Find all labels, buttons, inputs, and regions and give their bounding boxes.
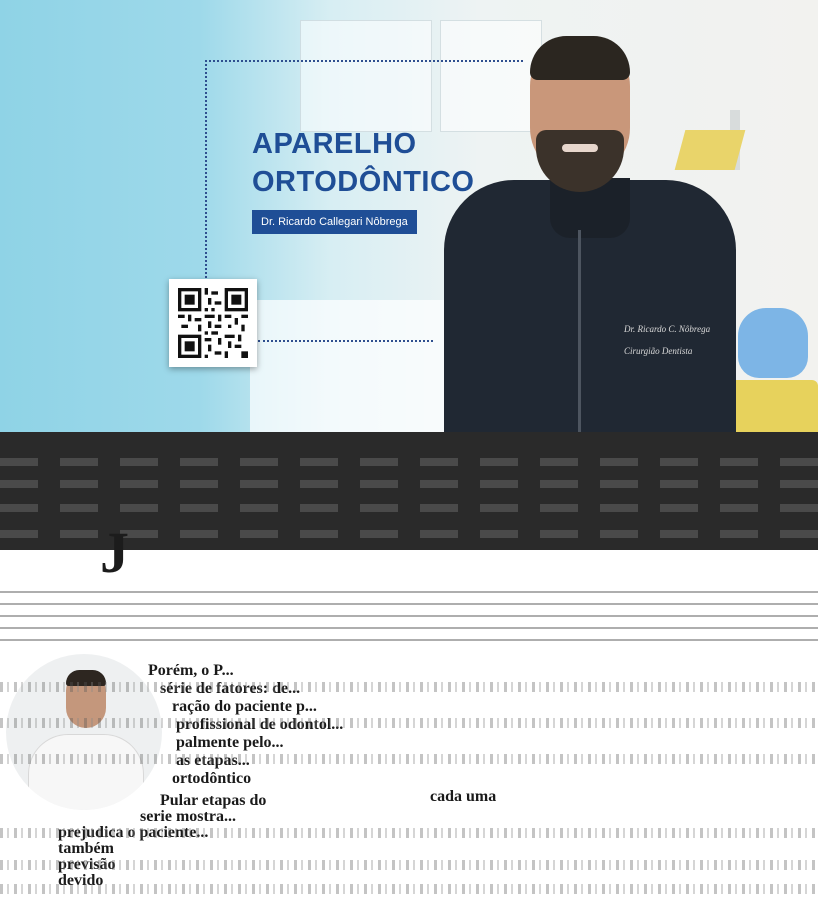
paragraph-line: palmente pelo... — [176, 734, 284, 751]
author-badge: Dr. Ricardo Callegari Nôbrega — [252, 210, 417, 234]
paragraph-line: serie mostra... — [140, 808, 236, 825]
paragraph-line: Pular etapas do — [160, 792, 267, 809]
author-avatar — [6, 654, 162, 810]
garbled-text-noise — [0, 828, 818, 838]
paragraph-line: previsão — [58, 856, 116, 873]
dotted-divider — [258, 340, 433, 342]
garbled-text-noise — [0, 718, 818, 728]
article-body — [0, 432, 818, 906]
paragraph-line: Porém, o P... — [148, 662, 234, 679]
jacket-embroidery-name: Dr. Ricardo C. Nôbrega — [624, 324, 711, 334]
paragraph-line: cada uma — [430, 788, 497, 805]
article-title-line1: APARELHO — [252, 128, 417, 160]
doctor-photo — [440, 30, 740, 432]
paragraph-line: ortodôntico — [172, 770, 252, 787]
drop-cap: J — [100, 520, 129, 585]
paragraph-line: série de fatores: de... — [160, 680, 301, 697]
avatar-coat — [28, 734, 144, 810]
doctor-hair — [530, 36, 630, 80]
jacket-embroidery-title: Cirurgião Dentista — [624, 346, 693, 356]
paragraph-line: devido — [58, 872, 104, 889]
doctor-zipper — [578, 230, 581, 432]
garbled-text-noise — [0, 860, 818, 870]
article-title-line2: ORTODÔNTICO — [252, 166, 475, 198]
dental-chair-seat — [730, 380, 818, 432]
qr-code-icon — [178, 288, 248, 358]
dental-chair-headrest — [738, 308, 808, 378]
garbled-text-noise — [0, 682, 818, 692]
doctor-smile — [562, 144, 598, 152]
garbled-text-noise — [0, 884, 818, 894]
header-band-pattern — [0, 480, 818, 488]
paragraph-line: ração do paciente p... — [172, 698, 317, 715]
paragraph-line: profissional de odontol... — [176, 716, 344, 733]
paragraph-line: prejudica o paciente... — [58, 824, 209, 841]
header-band-pattern — [0, 458, 818, 466]
qr-code[interactable] — [169, 279, 257, 367]
garbled-text-noise — [0, 754, 818, 764]
paragraph-line: as etapas... — [176, 752, 250, 769]
garbled-text-lines — [0, 587, 818, 645]
header-band-pattern — [0, 504, 818, 512]
article-banner — [0, 0, 818, 432]
paragraph-line: também — [58, 840, 114, 857]
